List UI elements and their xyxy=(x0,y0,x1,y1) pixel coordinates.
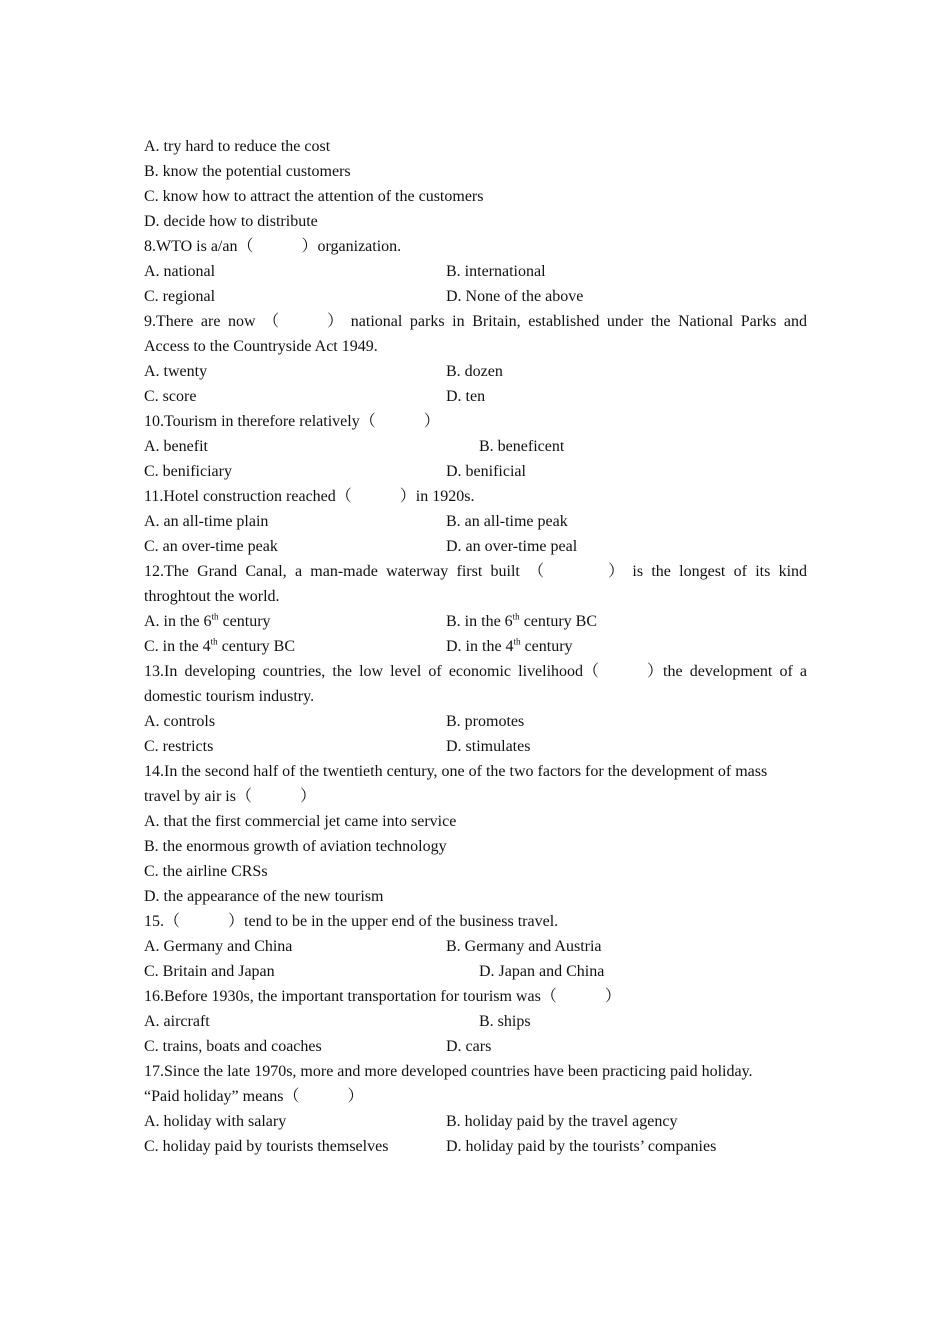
q16-option-a: A. aircraft xyxy=(144,1013,210,1030)
q13-option-a: A. controls xyxy=(144,713,216,730)
q12-option-b-text: B. in the 6 xyxy=(446,613,513,630)
q9-options-row-2 xyxy=(144,384,807,409)
q11-options-row-1 xyxy=(144,509,807,534)
q17-answer-blank: （ ） xyxy=(283,1088,364,1105)
q12-option-d xyxy=(446,634,573,659)
q13-stem-pre: 13.In developing countries, the low level of economic livelihood xyxy=(144,663,584,680)
q15-stem-pre: 15. xyxy=(144,913,164,930)
q11-options-row-2 xyxy=(144,534,807,559)
q8-answer-blank: （ ） xyxy=(237,238,318,255)
q14-option-d: D. the appearance of the new tourism xyxy=(144,888,384,905)
question-9 xyxy=(144,309,807,359)
q12-option-d-sup: th xyxy=(513,636,521,647)
q9-option-d: D. ten xyxy=(446,388,486,405)
q17-options-row-2 xyxy=(144,1134,807,1159)
q9-option-a: A. twenty xyxy=(144,363,208,380)
q13-option-d: D. stimulates xyxy=(446,738,531,755)
q8-option-b: B. international xyxy=(446,263,546,280)
q12-stem-pre: 12.The Grand Canal, a man-made waterway first built xyxy=(144,563,520,580)
q15-option-c: C. Britain and Japan xyxy=(144,963,275,980)
q15-option-d: D. Japan and China xyxy=(479,963,605,980)
q12-option-b-sup: th xyxy=(512,611,520,622)
q12-option-d-tail: century xyxy=(520,638,573,655)
q12-options-row-2 xyxy=(144,634,807,659)
question-16 xyxy=(144,984,807,1009)
q13-option-c: C. restricts xyxy=(144,738,214,755)
q14-option-c: C. the airline CRSs xyxy=(144,863,268,880)
q16-options-row-1 xyxy=(144,1009,807,1034)
q14-option-b: B. the enormous growth of aviation technology xyxy=(144,838,447,855)
q12-option-a-tail: century xyxy=(218,613,271,630)
q11-stem-pre: 11.Hotel construction reached xyxy=(144,488,336,505)
question-11 xyxy=(144,484,807,509)
q16-stem-pre: 16.Before 1930s, the important transportation for tourism was xyxy=(144,988,541,1005)
q10-option-d: D. benificial xyxy=(446,463,526,480)
q14-stem-pre: 14.In the second half of the twentieth century, one of the two factors for the development of mass travel by air is xyxy=(144,763,768,805)
q8-stem-post: organization. xyxy=(317,238,402,255)
question-17-line-2 xyxy=(144,1084,807,1109)
q11-option-d: D. an over-time peal xyxy=(446,538,578,555)
q8-options-row-2 xyxy=(144,284,807,309)
q15-stem-post: tend to be in the upper end of the business travel. xyxy=(244,913,559,930)
q15-options-row-1 xyxy=(144,934,807,959)
q16-option-b: B. ships xyxy=(479,1013,531,1030)
q8-option-d: D. None of the above xyxy=(446,288,584,305)
q17-option-d: D. holiday paid by the tourists’ companies xyxy=(446,1138,717,1155)
question-14 xyxy=(144,759,807,809)
question-17-line-1: 17.Since the late 1970s, more and more developed countries have been practicing paid holiday. xyxy=(144,1063,753,1080)
q12-option-a xyxy=(144,613,271,630)
q10-option-c: C. benificiary xyxy=(144,463,232,480)
q13-options-row-2 xyxy=(144,734,807,759)
q16-options-row-2 xyxy=(144,1034,807,1059)
q12-option-b xyxy=(446,609,597,634)
q16-answer-blank: （ ） xyxy=(540,988,621,1005)
q12-option-c xyxy=(144,638,295,655)
q11-option-a: A. an all-time plain xyxy=(144,513,269,530)
q14-answer-blank: （ ） xyxy=(235,788,316,805)
question-10 xyxy=(144,409,807,434)
q17-option-a: A. holiday with salary xyxy=(144,1113,287,1130)
q12-option-d-text: D. in the 4 xyxy=(446,638,514,655)
q7-option-a: A. try hard to reduce the cost xyxy=(144,138,331,155)
q8-option-a: A. national xyxy=(144,263,216,280)
q12-option-a-sup: th xyxy=(211,611,219,622)
q9-answer-blank: （ ） xyxy=(263,313,344,330)
q15-option-b: B. Germany and Austria xyxy=(446,938,602,955)
q11-answer-blank: （ ） xyxy=(335,488,416,505)
question-8 xyxy=(144,234,807,259)
q17-stem-pre: “Paid holiday” means xyxy=(144,1088,284,1105)
q13-stem-post: the development of a domestic tourism industry. xyxy=(144,663,807,705)
q10-answer-blank: （ ） xyxy=(359,413,440,430)
q12-stem-post: is the longest of its kind throghtout the world. xyxy=(144,563,808,605)
q7-option-b: B. know the potential customers xyxy=(144,163,351,180)
q12-options-row-1 xyxy=(144,609,807,634)
exam-page xyxy=(144,134,807,1159)
question-13 xyxy=(144,659,807,709)
q17-options-row-1 xyxy=(144,1109,807,1134)
q8-stem-pre: 8.WTO is a/an xyxy=(144,238,238,255)
question-12 xyxy=(144,559,807,609)
q10-options-row-1 xyxy=(144,434,807,459)
q9-stem-pre: 9.There are now xyxy=(144,313,256,330)
q12-answer-blank: （ ） xyxy=(528,563,625,580)
q13-options-row-1 xyxy=(144,709,807,734)
q12-option-c-tail: century BC xyxy=(217,638,296,655)
q8-option-c: C. regional xyxy=(144,288,216,305)
q15-answer-blank: （ ） xyxy=(164,913,245,930)
q16-option-c: C. trains, boats and coaches xyxy=(144,1038,322,1055)
q9-option-b: B. dozen xyxy=(446,363,503,380)
q14-option-a: A. that the first commercial jet came into service xyxy=(144,813,457,830)
q10-options-row-2 xyxy=(144,459,807,484)
question-15 xyxy=(144,909,807,934)
q17-option-b: B. holiday paid by the travel agency xyxy=(446,1113,678,1130)
q16-option-d: D. cars xyxy=(446,1038,492,1055)
q12-option-c-text: C. in the 4 xyxy=(144,638,211,655)
q13-option-b: B. promotes xyxy=(446,713,525,730)
q9-option-c: C. score xyxy=(144,388,197,405)
q10-option-b: B. beneficent xyxy=(479,438,565,455)
q17-option-c: C. holiday paid by tourists themselves xyxy=(144,1138,389,1155)
q9-stem-post: national parks in Britain, established under the National Parks and Access to the Countryside Act 1949. xyxy=(144,313,808,355)
q12-option-b-tail: century BC xyxy=(519,613,598,630)
q10-option-a: A. benefit xyxy=(144,438,208,455)
q11-option-c: C. an over-time peak xyxy=(144,538,278,555)
q12-option-c-sup: th xyxy=(210,636,218,647)
q9-options-row-1 xyxy=(144,359,807,384)
q13-answer-blank: （ ） xyxy=(583,663,664,680)
q10-stem-pre: 10.Tourism in therefore relatively xyxy=(144,413,360,430)
q12-option-a-text: A. in the 6 xyxy=(144,613,212,630)
q15-options-row-2 xyxy=(144,959,807,984)
q7-option-d: D. decide how to distribute xyxy=(144,213,318,230)
q8-options-row-1 xyxy=(144,259,807,284)
q11-option-b: B. an all-time peak xyxy=(446,513,568,530)
q15-option-a: A. Germany and China xyxy=(144,938,293,955)
q11-stem-post: in 1920s. xyxy=(415,488,475,505)
q7-option-c: C. know how to attract the attention of the customers xyxy=(144,188,484,205)
